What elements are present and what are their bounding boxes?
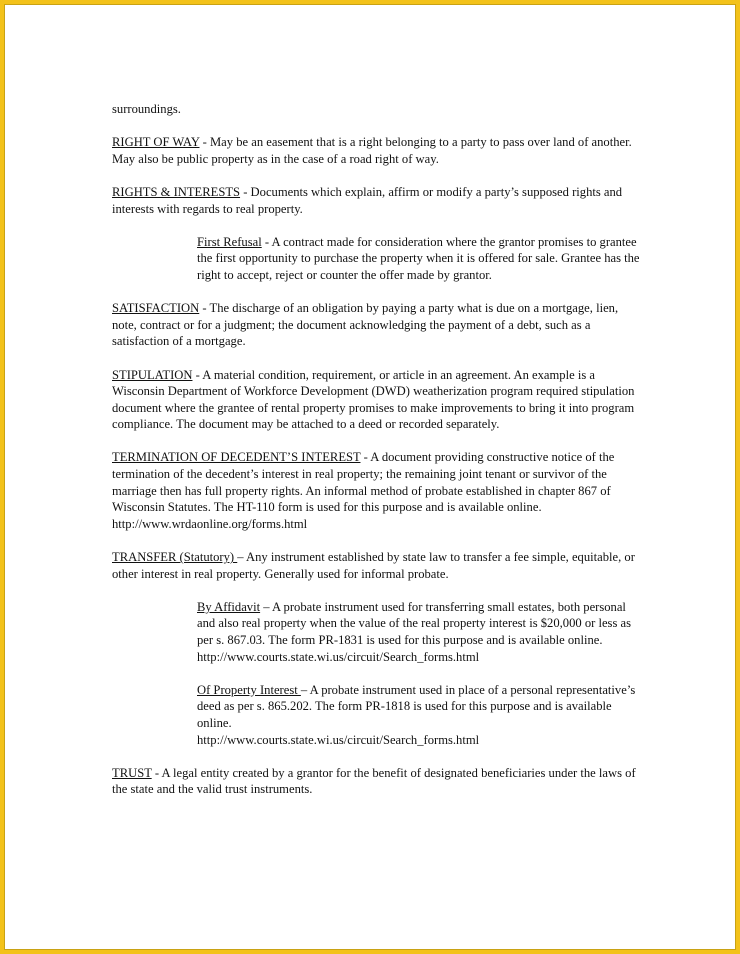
entry-term: RIGHTS & INTERESTS — [112, 184, 241, 199]
entry-term: By Affidavit — [197, 599, 261, 614]
entry-definition: A probate instrument used for transferring small estates, both personal and also real property when the value of the real property interest is $20,000 or less as per s. 867.03. The form PR-1831 is used for this purpose and is available online. — [197, 599, 631, 647]
entry-url: http://www.courts.state.wi.us/circuit/Search_forms.html — [197, 649, 480, 664]
entry-url: http://www.courts.state.wi.us/circuit/Search_forms.html — [197, 732, 480, 747]
entry-by-affidavit: By Affidavit – A probate instrument used for transferring small estates, both personal and also real property when the value of the real property interest is $20,000 or less as per s. 867.03. The form PR-1831 is used for this purpose and is available online. http://www.courts.state.wi.us/circuit/Search_forms.html — [197, 599, 631, 664]
entry-term: SATISFACTION — [112, 301, 200, 316]
entry-definition: Documents which explain, affirm or modify a party’s supposed rights and interests with regards to real property. — [112, 184, 623, 216]
entry-transfer: TRANSFER (Statutory) – Any instrument established by state law to transfer a fee simple, equitable, or other interest in real property. Generally used for informal probate. — [112, 550, 635, 581]
entry-definition: A legal entity created by a grantor for the benefit of designated beneficiaries under the laws of the state and the valid trust instruments. — [112, 765, 636, 797]
entry-right-of-way: RIGHT OF WAY - May be an easement that is a right belonging to a party to pass over land of another. May also be public property as in the case of a road right of way. — [112, 135, 632, 166]
entry-term: Of Property Interest — [197, 682, 301, 697]
entry-definition: A document providing constructive notice of the termination of the decedent’s interest in real property; the remaining joint tenant or survivor of the marriage then has full property rights. An informal method of probate established in chapter 867 of Wisconsin Statutes. The HT-110 form is used for this purpose and is available online. http://www.wrdaonline.org/forms.html — [112, 450, 615, 531]
entry-definition: A contract made for consideration where the grantor promises to grantee the first opportunity to purchase the property when it is offered for sale. Grantee has the right to accept, reject or counter the offer made by grantor. — [197, 234, 640, 282]
entry-trust: TRUST - A legal entity created by a grantor for the benefit of designated beneficiaries under the laws of the state and the valid trust instruments. — [112, 765, 636, 797]
entry-of-property-interest: Of Property Interest – A probate instrument used in place of a personal representative’s deed as per s. 865.202. The form PR-1818 is used for this purpose and is available online. http://www.courts.state.wi.us/circuit/Search_forms.html — [197, 682, 636, 747]
entry-term: TRANSFER (Statutory) — [112, 550, 238, 565]
entry-definition: A material condition, requirement, or article in an agreement. An example is a Wisconsin Department of Workforce Development (DWD) weatherization program required stipulation document where the grantee of rental property promises to make improvements to bring it into program compliance. The document may be attached to a deed or recorded separately. — [112, 367, 635, 432]
document-body — [112, 101, 642, 815]
document-page — [4, 4, 736, 950]
entry-term: TERMINATION OF DECEDENT’S INTEREST — [112, 450, 361, 465]
entry-definition: May be an easement that is a right belonging to a party to pass over land of another. May also be public property as in the case of a road right of way. — [112, 135, 632, 166]
entry-first-refusal: First Refusal - A contract made for consideration where the grantor promises to grantee the first opportunity to purchase the property when it is offered for sale. Grantee has the right to accept, reject or counter the offer made by grantor. — [197, 234, 640, 282]
lead-text: surroundings. — [112, 102, 181, 116]
entry-stipulation: STIPULATION - A material condition, requirement, or article in an agreement. An example is a Wisconsin Department of Workforce Development (DWD) weatherization program required stipulation document where the grantee of rental property promises to make improvements to bring it into program compliance. The document may be attached to a deed or recorded separately. — [112, 367, 635, 432]
entry-term: RIGHT OF WAY — [112, 135, 200, 150]
entry-term: First Refusal — [197, 234, 262, 249]
entry-term: TRUST — [112, 765, 152, 780]
entry-definition: A probate instrument used in place of a personal representative’s deed as per s. 865.202. The form PR-1818 is used for this purpose and is available online. — [197, 682, 636, 730]
entry-definition: Any instrument established by state law to transfer a fee simple, equitable, or other interest in real property. Generally used for informal probate. — [112, 550, 635, 581]
entry-term: STIPULATION — [112, 367, 193, 382]
entry-definition: The discharge of an obligation by paying a party what is due on a mortgage, lien, note, contract or for a judgment; the document acknowledging the payment of a debt, such as a satisfaction of a mortgage. — [112, 301, 619, 349]
entry-termination: TERMINATION OF DECEDENT’S INTEREST - A document providing constructive notice of the termination of the decedent’s interest in real property; the remaining joint tenant or survivor of the marriage then has full property rights. An informal method of probate established in chapter 867 of Wisconsin Statutes. The HT-110 form is used for this purpose and is available online. http://www.wrdaonline.org/forms.html — [112, 450, 615, 531]
entry-satisfaction: SATISFACTION - The discharge of an obligation by paying a party what is due on a mortgage, lien, note, contract or for a judgment; the document acknowledging the payment of a debt, such as a satisfaction of a mortgage. — [112, 301, 619, 349]
entry-rights-interests: RIGHTS & INTERESTS - Documents which explain, affirm or modify a party’s supposed rights and interests with regards to real property. — [112, 184, 623, 216]
